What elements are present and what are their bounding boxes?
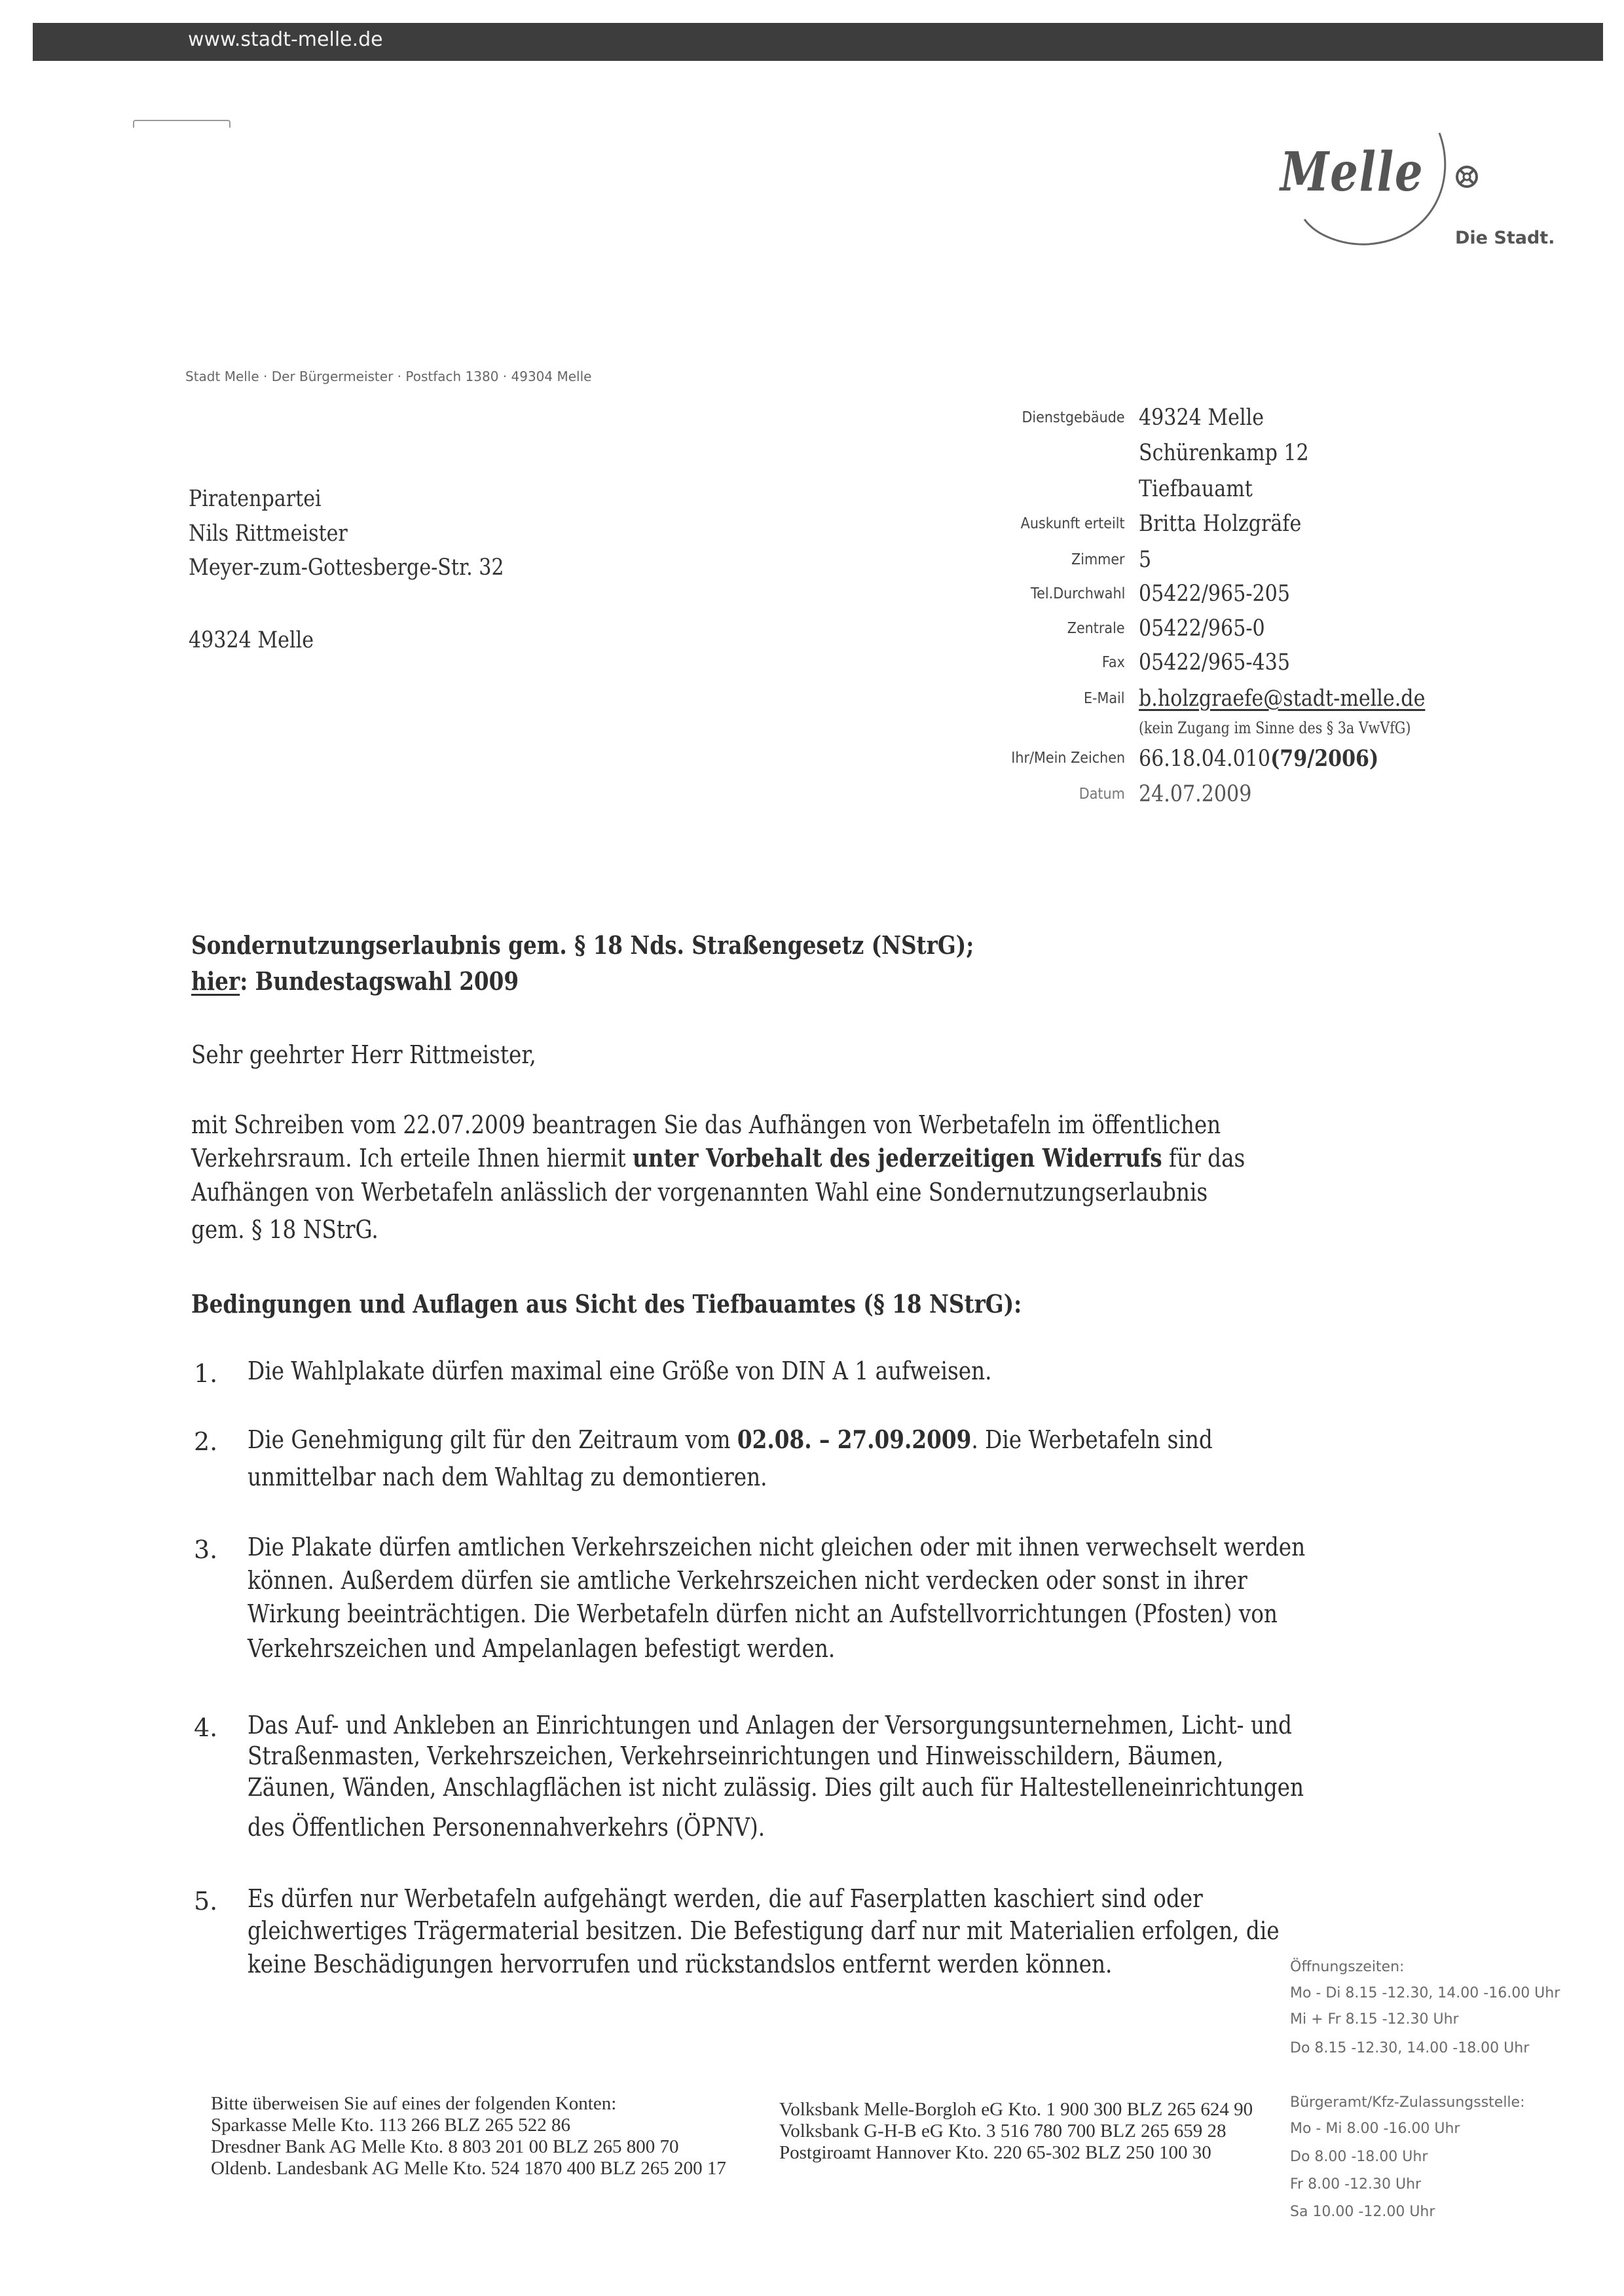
condition-line: des Öffentlichen Personennahverkehrs (ÖPNV). — [248, 1813, 766, 1842]
condition-number: 2. — [194, 1427, 218, 1456]
condition-line: Verkehrszeichen und Ampelanlagen befestigt werden. — [248, 1634, 836, 1663]
bank-account: Volksbank G-H-B eG Kto. 3 516 780 700 BLZ 265 659 28 — [779, 2121, 1227, 2141]
condition-line: Die Plakate dürfen amtlichen Verkehrszeichen nicht gleichen oder mit ihnen verwechselt werden — [248, 1533, 1306, 1561]
condition-text: Die Genehmigung gilt für den Zeitraum vom — [248, 1425, 737, 1454]
bank-account: Sparkasse Melle Kto. 113 266 BLZ 265 522 86 — [211, 2115, 571, 2136]
label-dienstgebaeude: Dienstgebäude — [1022, 409, 1125, 426]
value-fax: 05422/965-435 — [1139, 649, 1290, 676]
condition-number: 4. — [194, 1713, 218, 1742]
label-zimmer: Zimmer — [1071, 551, 1125, 568]
email-note: (kein Zugang im Sinne des § 3a VwVfG) — [1139, 719, 1411, 737]
value-zeichen — [1139, 745, 1378, 772]
value-dienstgebaeude-city: 49324 Melle — [1139, 405, 1264, 431]
bank-intro: Bitte überweisen Sie auf eines der folgenden Konten: — [211, 2093, 617, 2114]
condition-number: 3. — [194, 1535, 218, 1564]
email-link[interactable]: b.holzgraefe@stadt-melle.de — [1139, 685, 1426, 712]
label-zeichen: Ihr/Mein Zeichen — [1011, 750, 1125, 767]
condition-line: können. Außerdem dürfen sie amtliche Verkehrszeichen nicht verdecken oder sonst in ihrer — [248, 1566, 1247, 1595]
condition-line: keine Beschädigungen hervorrufen und rückstandslos entfernt werden können. — [248, 1950, 1113, 1978]
value-durchwahl: 05422/965-205 — [1139, 581, 1290, 607]
wheel-cross-icon — [1455, 165, 1479, 189]
bank-account: Oldenb. Landesbank AG Melle Kto. 524 1870 400 BLZ 265 200 17 — [211, 2158, 726, 2179]
buergeramt-line: Fr 8.00 -12.30 Uhr — [1290, 2176, 1422, 2193]
intro-text: für das — [1162, 1144, 1246, 1173]
intro-bold-text: unter Vorbehalt des jederzeitigen Widerrufs — [632, 1143, 1162, 1173]
value-datum: 24.07.2009 — [1139, 781, 1252, 807]
header-bar — [33, 23, 1603, 61]
reference-number-bold: (79/2006) — [1270, 745, 1379, 772]
condition-line: gleichwertiges Trägermaterial besitzen. Die Befestigung darf nur mit Materialien erfolgen, die — [248, 1916, 1280, 1945]
intro-line: mit Schreiben vom 22.07.2009 beantragen Sie das Aufhängen von Werbetafeln im öffentlichen — [191, 1110, 1221, 1139]
recipient-line: Nils Rittmeister — [189, 520, 348, 547]
subject-topic: : Bundestagswahl 2009 — [240, 966, 519, 996]
condition-line: Wirkung beeinträchtigen. Die Werbetafeln dürfen nicht an Aufstellvorrichtungen (Pfosten) von — [248, 1599, 1278, 1628]
condition-number: 1. — [194, 1359, 218, 1388]
condition-period-bold: 02.08. – 27.09.2009 — [737, 1425, 972, 1454]
condition-line: Es dürfen nur Werbetafeln aufgehängt werden, die auf Faserplatten kaschiert sind oder — [248, 1884, 1203, 1913]
subject-prefix: hier — [191, 966, 240, 996]
salutation: Sehr geehrter Herr Rittmeister, — [191, 1040, 536, 1069]
opening-hours-line: Do 8.15 -12.30, 14.00 -18.00 Uhr — [1290, 2040, 1530, 2056]
label-fax: Fax — [1102, 654, 1125, 671]
intro-line: Aufhängen von Werbetafeln anlässlich der vorgenannten Wahl eine Sondernutzungserlaubnis — [191, 1178, 1208, 1207]
value-dienstgebaeude-street: Schürenkamp 12 — [1139, 440, 1309, 466]
recipient-line: Piratenpartei — [189, 486, 322, 512]
label-datum: Datum — [1079, 786, 1125, 803]
opening-hours-line: Mo - Di 8.15 -12.30, 14.00 -16.00 Uhr — [1290, 1985, 1560, 2001]
intro-text: Verkehrsraum. Ich erteile Ihnen hiermit — [191, 1144, 633, 1173]
subject-line-2 — [191, 966, 519, 996]
condition-number: 5. — [194, 1887, 218, 1916]
condition-line: Die Wahlplakate dürfen maximal eine Größe von DIN A 1 aufweisen. — [248, 1357, 992, 1385]
condition-line: unmittelbar nach dem Wahltag zu demontieren. — [248, 1463, 767, 1491]
intro-line — [191, 1143, 1245, 1173]
recipient-city: 49324 Melle — [189, 627, 314, 653]
buergeramt-line: Do 8.00 -18.00 Uhr — [1290, 2149, 1428, 2165]
value-zentrale: 05422/965-0 — [1139, 615, 1265, 642]
condition-line: Straßenmasten, Verkehrszeichen, Verkehrseinrichtungen und Hinweisschildern, Bäumen, — [248, 1741, 1224, 1770]
subject-line-1: Sondernutzungserlaubnis gem. § 18 Nds. Straßengesetz (NStrG); — [191, 930, 974, 960]
sender-return-address: Stadt Melle · Der Bürgermeister · Postfach 1380 · 49304 Melle — [185, 369, 592, 384]
label-auskunft: Auskunft erteilt — [1021, 515, 1125, 532]
bank-account: Volksbank Melle-Borgloh eG Kto. 1 900 300 BLZ 265 624 90 — [779, 2099, 1253, 2120]
bank-account: Postgiroamt Hannover Kto. 220 65-302 BLZ 250 100 30 — [779, 2142, 1211, 2163]
buergeramt-title: Bürgeramt/Kfz-Zulassungsstelle: — [1290, 2094, 1525, 2111]
conditions-heading: Bedingungen und Auflagen aus Sicht des Tiefbauamtes (§ 18 NStrG): — [191, 1289, 1022, 1319]
value-auskunft: Britta Holzgräfe — [1139, 511, 1302, 537]
reference-number: 66.18.04.010 — [1139, 746, 1271, 772]
label-zentrale: Zentrale — [1067, 620, 1125, 637]
opening-hours-line: Mi + Fr 8.15 -12.30 Uhr — [1290, 2011, 1459, 2028]
condition-line: Zäunen, Wänden, Anschlagflächen ist nicht zulässig. Dies gilt auch für Haltestelleneinrichtungen — [248, 1773, 1304, 1802]
condition-line — [248, 1425, 1213, 1454]
bank-account: Dresdner Bank AG Melle Kto. 8 803 201 00 BLZ 265 800 70 — [211, 2136, 679, 2157]
logo-tagline: Die Stadt. — [1455, 228, 1555, 248]
opening-hours-title: Öffnungszeiten: — [1290, 1959, 1405, 1975]
buergeramt-line: Mo - Mi 8.00 -16.00 Uhr — [1290, 2121, 1460, 2137]
value-zimmer: 5 — [1139, 547, 1152, 573]
condition-line: Das Auf- und Ankleben an Einrichtungen und Anlagen der Versorgungsunternehmen, Licht- und — [248, 1711, 1292, 1740]
website-url[interactable]: www.stadt-melle.de — [188, 28, 383, 51]
staple-mark — [133, 120, 231, 128]
intro-line: gem. § 18 NStrG. — [191, 1215, 378, 1244]
logo-wordmark: Melle — [1280, 141, 1424, 204]
condition-text: . Die Werbetafeln sind — [971, 1425, 1213, 1454]
label-email: E-Mail — [1084, 690, 1125, 707]
recipient-line: Meyer-zum-Gottesberge-Str. 32 — [189, 555, 504, 581]
label-durchwahl: Tel.Durchwahl — [1030, 585, 1125, 602]
value-dienstgebaeude-department: Tiefbauamt — [1139, 476, 1253, 502]
buergeramt-line: Sa 10.00 -12.00 Uhr — [1290, 2204, 1435, 2220]
city-logo — [1270, 128, 1572, 259]
